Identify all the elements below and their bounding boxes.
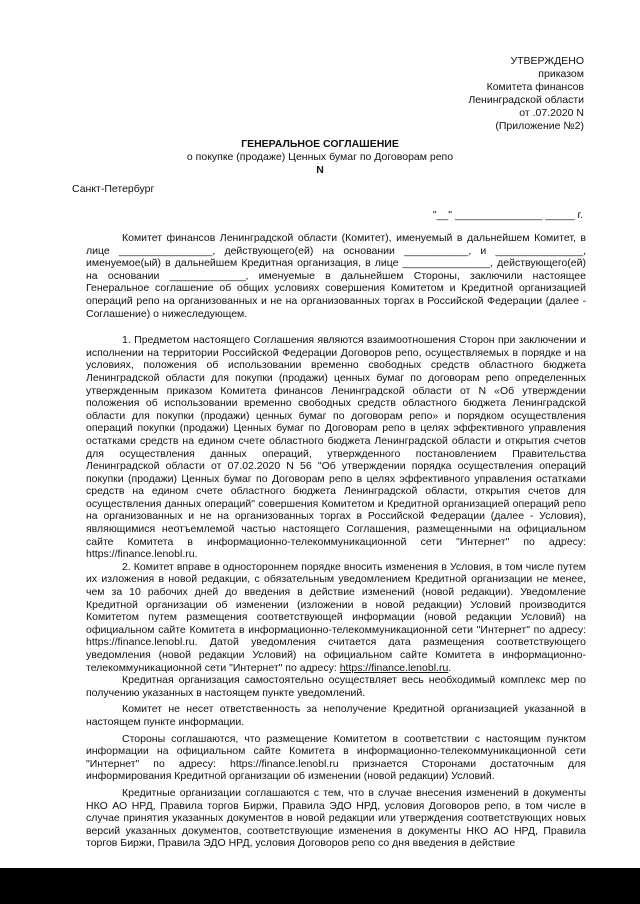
clause-1: 1. Предметом настоящего Соглашения являются взаимоотношения Сторон при заключении и исполнении на территории Российской Федерации Договоров репо, осуществляемых в порядке и на условиях, положения об использовании временно свободных средств областного бюджета Ленинградской области для покупки (продажи) ценных бумаг по договорам репо определенных утвержденным приказом Комитета финансов Ленинградской области от N «Об утверждении положения об использовании временно свободных средств областного бюджета Ленинградской области для покупки (продажи) ценных бумаг по договорам репо» и порядком осуществления операций покупки (продажи) Ценных бумаг по Договорам репо в целях эффективного управления остатками средств на едином счете областного бюджета Ленинградской области и открытия счетов для осуществления данных операций, утвержденного постановлением Правительства Ленинградской области от 07.02.2020 N 56 "Об утверждении порядка осуществления операций покупки (продажи) Ценных бумаг по Договорам репо в целях эффективного управления остатками средств на едином счете областного бюджета Ленинградской области, открытия счетов для осуществления данных операций" совершения Комитетом и Кредитной организацией операций репо на организованных и не на организованных торгах в Российской Федерации (далее - Условия), являющимися неотъемлемой частью настоящего Соглашения, размещенными на официальном сайте Комитета в информационно-телекоммуникационной сети "Интернет" по адресу: https://finance.lenobl.ru. [86,334,586,561]
title-main: ГЕНЕРАЛЬНОЕ СОГЛАШЕНИЕ [241,138,399,150]
approval-line: приказом [538,68,584,80]
date-line: "__" _______________ _____ г. [432,209,583,221]
clause-2-paragraph-4: Комитет не несет ответственность за неполучение Кредитной организацией указанной в настоящем пункте информации. [86,703,586,728]
clause-2 [86,561,586,674]
clause-2-text: 2. Комитет вправе в одностороннем порядке вносить изменения в Условия, в том числе путем их изложения в новой редакции, с обязательным уведомлением Кредитной организации не менее, чем за 10 рабочих дней до введения в действие изменений (новой редакции). Уведомление Кредитной организации об изменении (изложении в новой редакции) Условий производится Комитетом путем размещения соответствующей информации (новой редакции Условий) на официальном сайте Комитета в информационно-телекоммуникационной сети "Интернет" по адресу: https://finance.lenobl.ru. Датой уведомления считается дата размещения соответствующего уведомления (новой редакции Условий) на официальном сайте Комитета в информационно-телекоммуникационной сети "Интернет" по адресу: [86,560,586,674]
approval-stamp [468,55,584,133]
clause-2-end: . [448,661,452,674]
intro-paragraph: Комитет финансов Ленинградской области (Комитет), именуемый в дальнейшем Комитет, в лице ________________, действующего(ей) на основании ___________, и _______________, именуемое(ый) в дальнейшем Кредитная организация, в лице _______________, действующего(ей) на основании _____________, именуемые в дальнейшем Стороны, заключили настоящее Генеральное соглашение об общих условиях совершения Комитетом и Кредитной организацией операций репо на организованных и не на организованных торгах в Российской Федерации (далее - Соглашение) о нижеследующем. [86,232,586,320]
clause-2-paragraph-3: Кредитная организация самостоятельно осуществляет весь необходимый комплекс мер по получению указанных в настоящем пункте уведомлений. [86,674,586,699]
approval-line: от .07.2020 N [519,107,584,119]
approval-line: УТВЕРЖДЕНО [510,55,584,67]
approval-line: Ленинградской области [468,94,584,106]
title-number: N [316,164,324,176]
document-title [0,138,640,177]
city: Санкт-Петербург [72,183,155,195]
approval-line: (Приложение №2) [495,120,584,132]
approval-line: Комитета финансов [486,81,584,93]
document-body [86,232,586,850]
clause-2-paragraph-5: Стороны соглашаются, что размещение Комитетом в соответствии с настоящим пунктом информации на официальном сайте Комитета в информационно-телекоммуникационной сети "Интернет" по адресу: https://finance.lenobl.ru признается Сторонами достаточным для информирования Кредитной организации об изменении (новой редакции) Условий. [86,732,586,783]
scan-bottom-edge [0,868,640,904]
title-subtitle: о покупке (продаже) Ценных бумаг по Договорам репо [186,151,454,163]
clause-2-paragraph-6: Кредитные организации соглашаются с тем, что в случае внесения изменений в документы НКО АО НРД, Правила торгов Биржи, Правила ЭДО НРД, условия Договоров репо, в том числе в случае принятия указанных документов в новой редакции или утверждения соответствующих новых версий указанных документов, соответствующие изменения в документы НКО АО НРД, Правила торгов Биржи, Правила ЭДО НРД, условия Договоров репо со дня введения в действие [86,786,586,850]
finance-site-link[interactable]: https://finance.lenobl.ru [339,661,449,674]
